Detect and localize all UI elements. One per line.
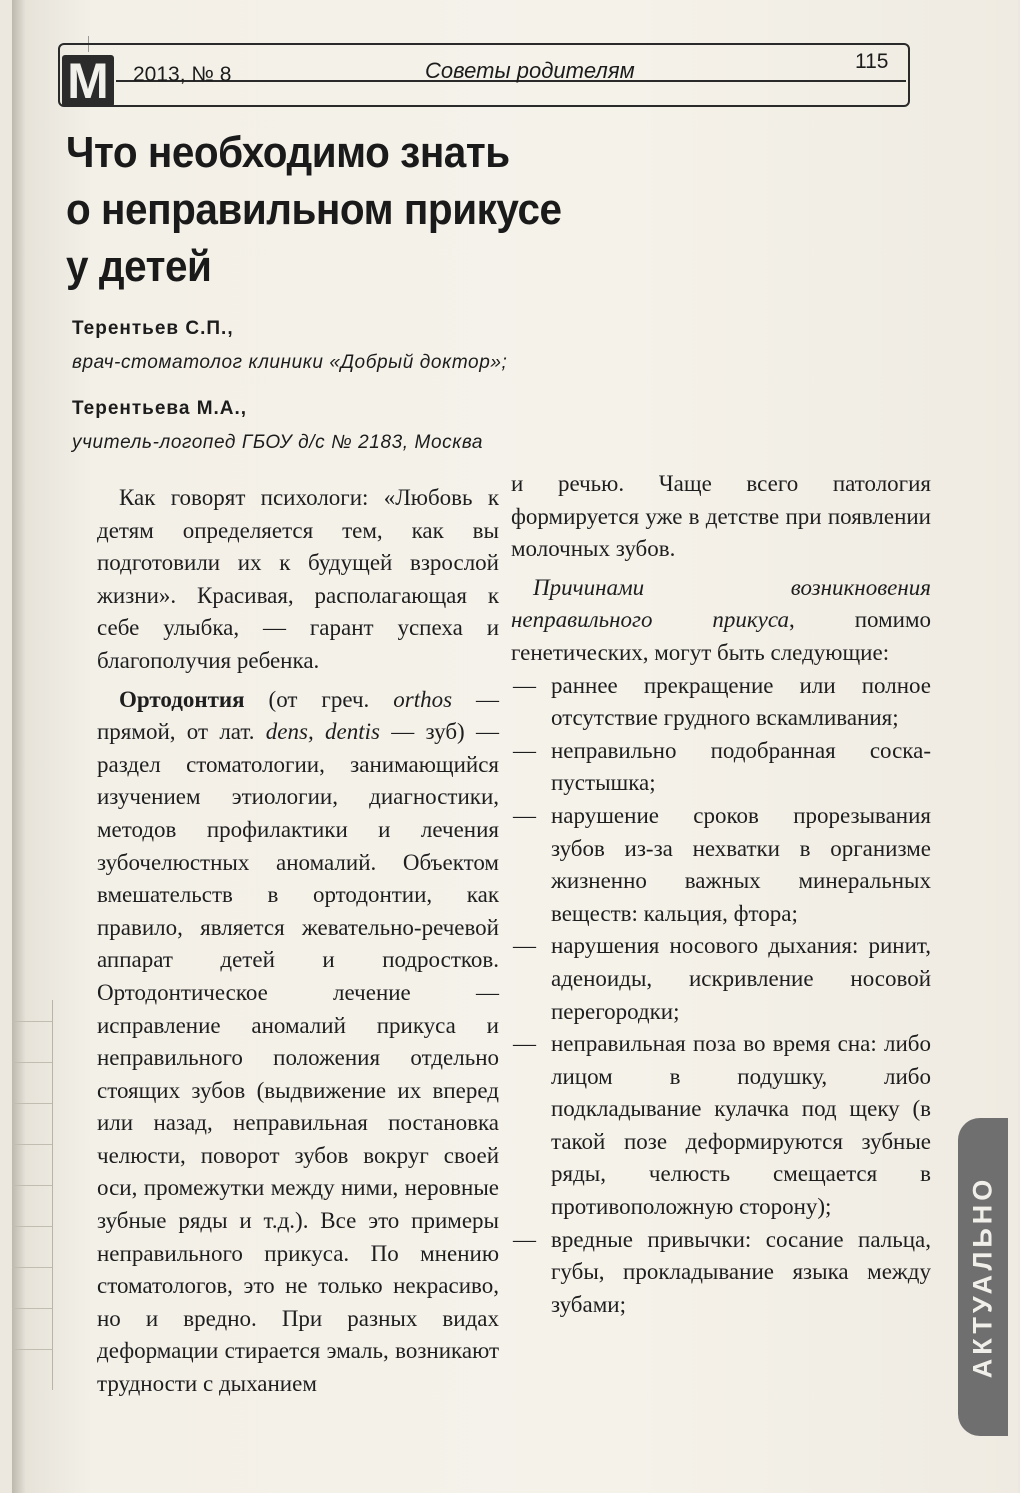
author-name: Терентьева М.А., (72, 398, 248, 419)
title-line: у детей (66, 242, 212, 291)
section-title: Советы родителям (425, 58, 635, 83)
list-item: — вредные привычки: сосание пальца, губы, прокладывание языка между зубами; (511, 1224, 931, 1322)
article-column-left (97, 482, 499, 1401)
article-title (66, 124, 673, 295)
author-block (72, 312, 672, 460)
term-orthodontics: Ортодонтия (119, 686, 245, 712)
causes-list (511, 670, 931, 1322)
author-name: Терентьев С.П., (72, 318, 234, 339)
definition-paragraph (97, 684, 499, 1401)
issue-number: 2013, № 8 (133, 63, 232, 86)
list-item: — нарушение сроков прорезывания зубов из-за нехватки в организме жизненно важных минеральных веществ: кальция, фтора; (511, 800, 931, 930)
title-line: Что необходимо знать (66, 128, 510, 177)
side-tab-label: АКТУАЛЬНО (967, 1175, 998, 1379)
continuation-paragraph: и речью. Чаще всего патология формируется уже в детстве при появлении молочных зубов. (511, 471, 931, 562)
author-affiliation: учитель-логопед ГБОУ д/с № 2183, Москва (72, 432, 484, 453)
scan-ruler (12, 1000, 53, 1390)
list-item: — неправильно подобранная соска-пустышка; (511, 735, 931, 800)
page-number: 115 (855, 50, 889, 73)
intro-paragraph: Как говорят психологи: «Любовь к детям определяется тем, как вы подготовили их к будущей взрослой жизни». Красивая, располагающая к себе улыбка, — гарант успеха и благополучия ребенка. (97, 485, 499, 673)
text-run: , помимо генетических, могут быть следующие: (511, 607, 931, 665)
article-column-right (511, 468, 931, 1321)
text-run: — зуб) — раздел стоматологии, занимающийся изучением этиологии, диагностики, методов профилактики и лечения зубочелюстных аномалий. Объектом вмешательств в ортодонтии, как правило, является жевательно-речевой аппарат детей и подростков. Ортодонтическое лечение — исправление аномалий прикуса и неправильного положения отдельно стоящих зубов (выдвижение их вперед или назад, неправильная постановка челюсти, поворот зубов вокруг своей оси, промежутки между ними, неровные зубные ряды и т.д.). Все это примеры неправильного прикуса. По мнению стоматологов, это не только некрасиво, но и вредно. При разных видах деформации стирается эмаль, возникают трудности с дыханием (97, 719, 499, 1397)
text-run: — прямой, от лат. (97, 686, 499, 745)
list-item: — неправильная поза во время сна: либо лицом в подушку, либо подкладывание кулачка под щеку (в такой позе деформируются зубные ряды, челюсть смещается в противоположную сторону); (511, 1028, 931, 1224)
text-run: (от греч. (244, 686, 394, 712)
latin-word: dens, dentis (265, 719, 380, 745)
magazine-logo: М (62, 55, 114, 107)
author-affiliation: врач-стоматолог клиники «Добрый доктор»; (72, 352, 508, 373)
list-item: — нарушения носового дыхания: ринит, аденоиды, искривление носовой перегородки; (511, 930, 931, 1028)
list-item: — раннее прекращение или полное отсутствие грудного вскамливания; (511, 670, 931, 735)
title-line: о неправильном прикусе (66, 185, 562, 234)
greek-word: orthos (393, 686, 453, 712)
causes-heading: Причинами возникновения неправильного прикуса (511, 574, 931, 633)
causes-intro (511, 572, 931, 670)
